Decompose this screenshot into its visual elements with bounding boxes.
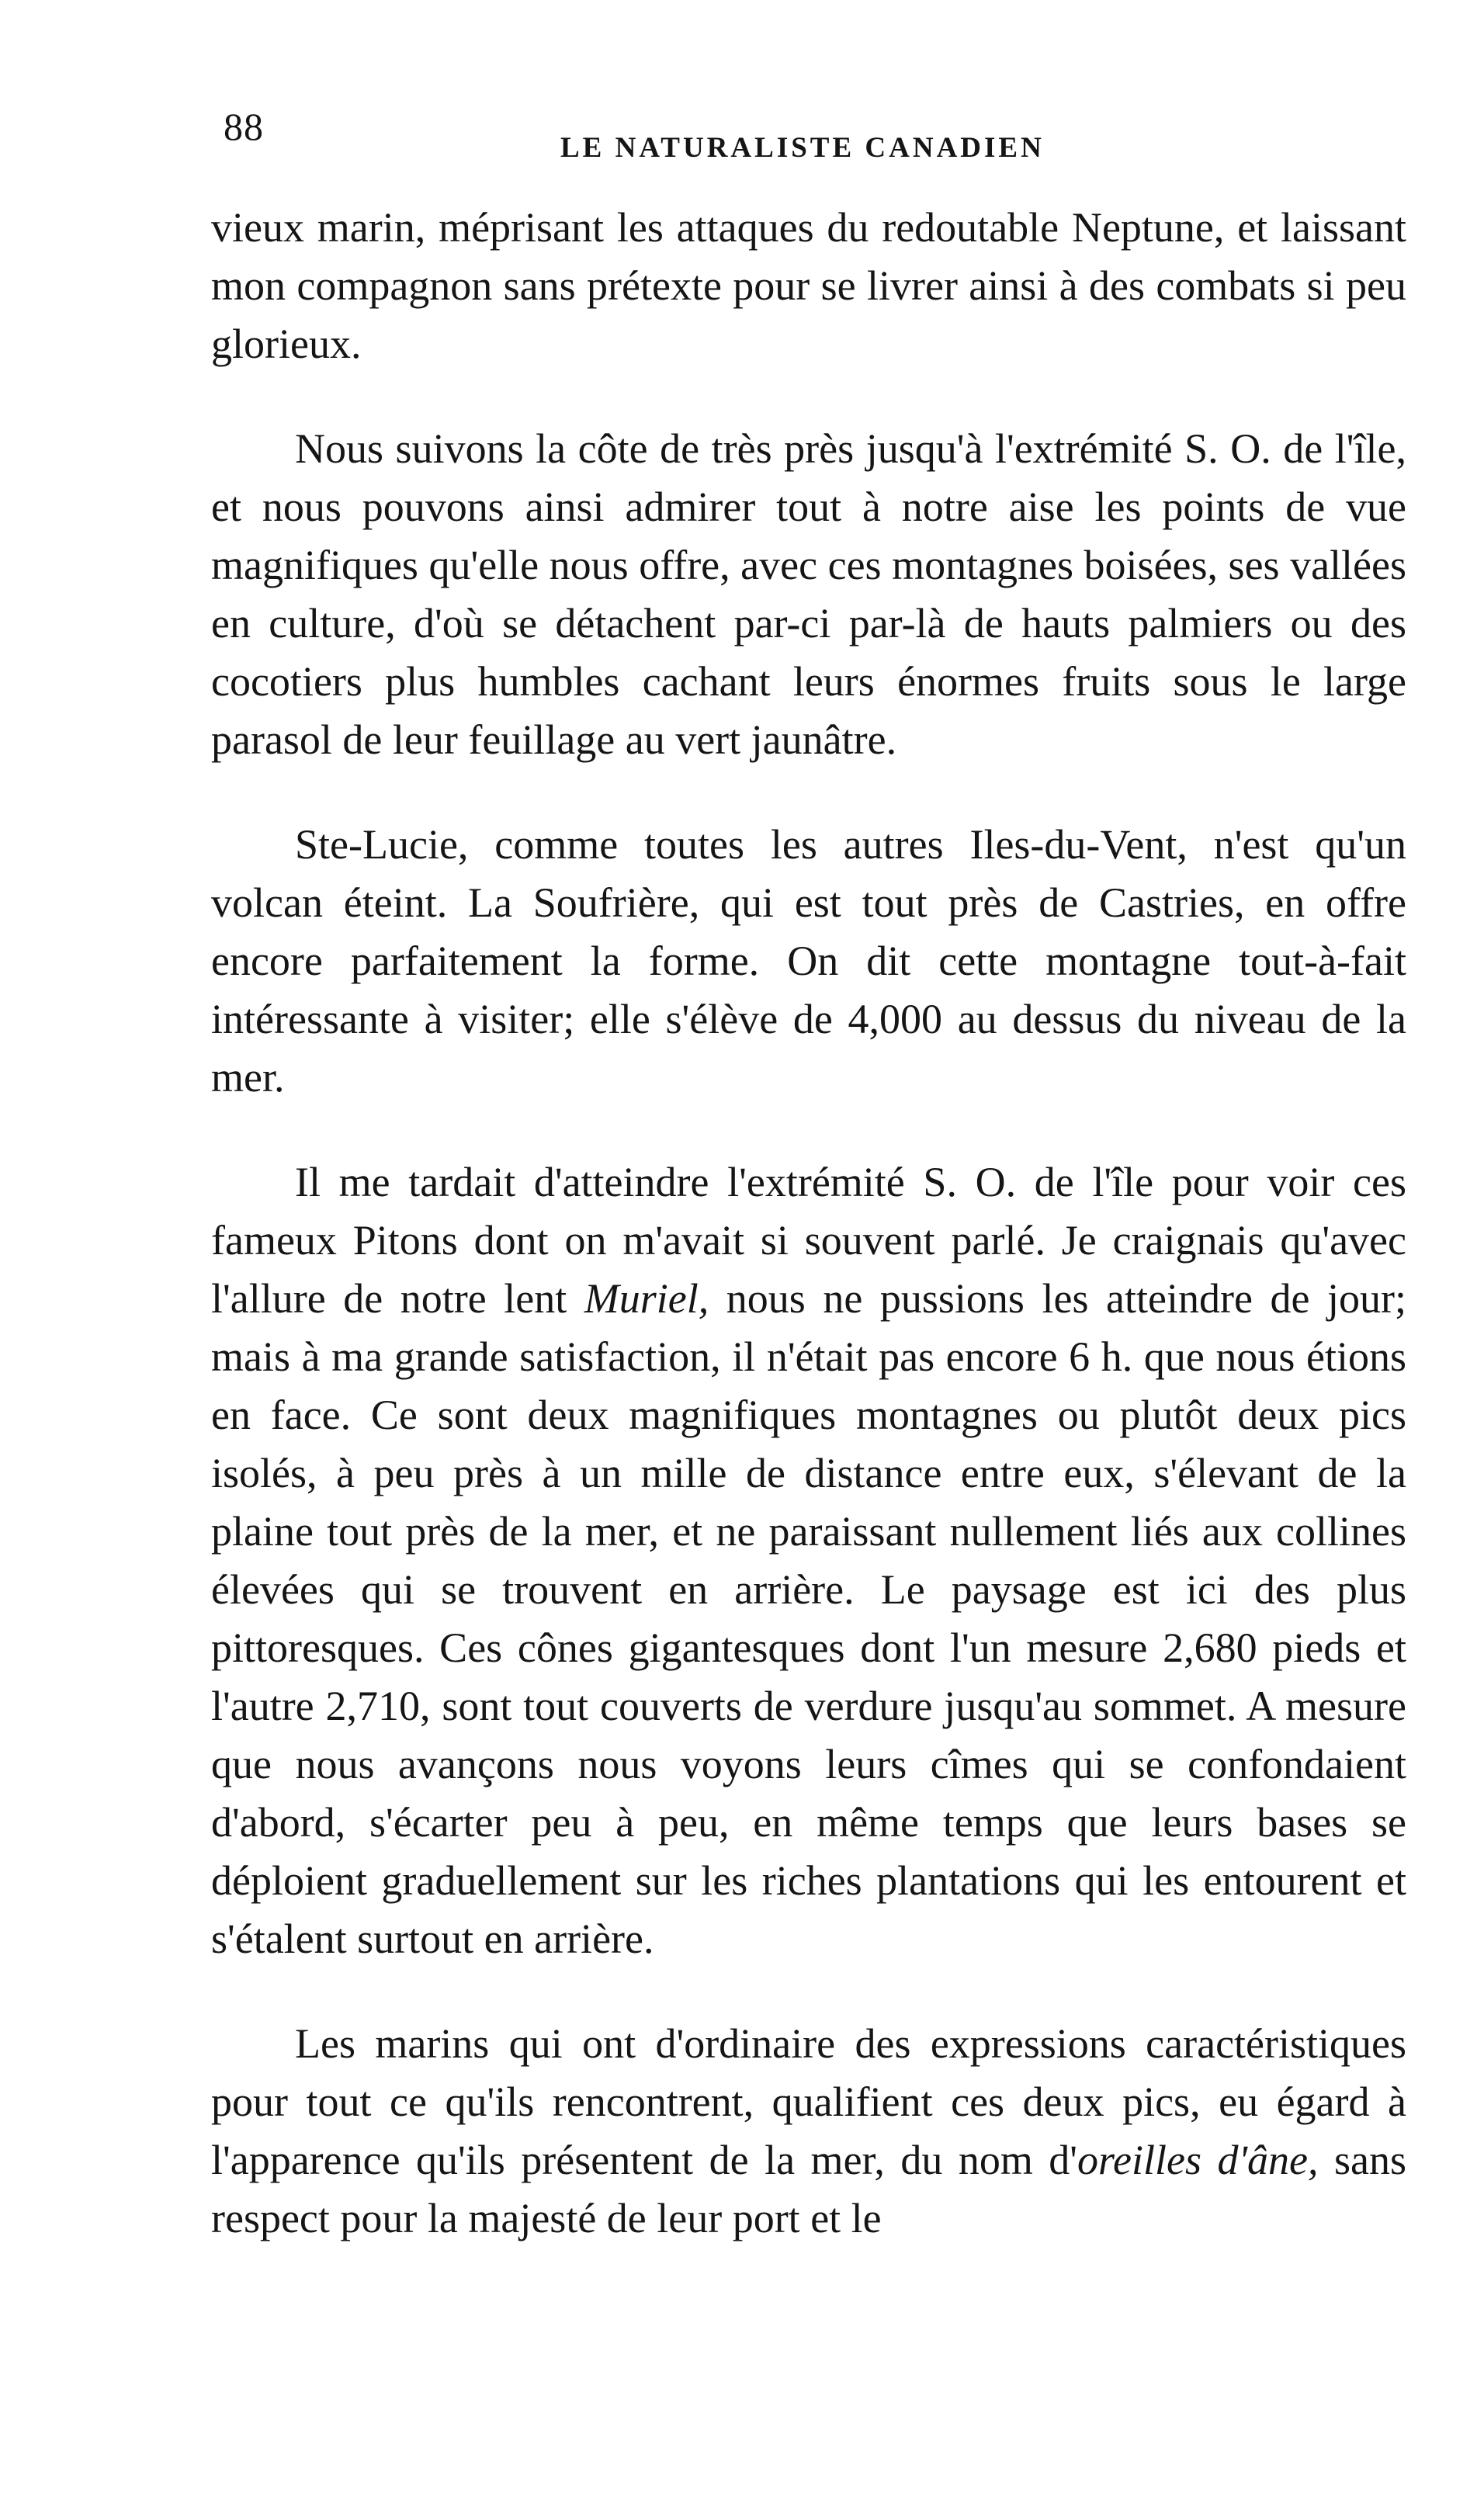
paragraph-4 — [211, 1153, 1406, 1968]
page-number: 88 — [224, 105, 264, 148]
paragraph-5-text-after: sans respect pour la majesté de leur port et le — [211, 2137, 1407, 2241]
paragraph-5 — [211, 2015, 1406, 2248]
body-text — [211, 199, 1406, 2248]
running-head: LE NATURALISTE CANADIEN — [560, 132, 1045, 164]
paragraph-4-text-after: nous ne pussions les atteindre de jour; mais à ma grande satisfaction, il n'était pas encore 6 h. que nous étions en face. Ce sont deux magnifiques montagnes ou plutôt deux pics isolés, à peu près à un mille de distance entre eux, s'élevant de la plaine tout près de la mer, et ne paraissant nullement liés aux collines élevées qui se trouvent en arrière. Le paysage est ici des plus pittoresques. Ces cônes gigantesques dont l'un mesure 2,680 pieds et l'autre 2,710, sont tout couverts de verdure jusqu'au sommet. A mesure que nous avançons nous voyons leurs cîmes qui se confondaient d'abord, s'écarter peu à peu, en même temps que leurs bases se déploient graduellement sur les riches plantations qui les entourent et s'étalent surtout en arrière. — [211, 1275, 1406, 1962]
oreilles-dane-phrase: oreilles d'âne, — [1077, 2137, 1319, 2183]
paragraph-5-text-before: Les marins qui ont d'ordinaire des expressions caractéristiques pour tout ce qu'ils rencontrent, qualifient ces deux pics, eu égard à l'apparence qu'ils présentent de la mer, du nom d' — [211, 2020, 1406, 2183]
paragraph-2: Nous suivons la côte de très près jusqu'à l'extrémité S. O. de l'île, et nous pouvons ainsi admirer tout à notre aise les points de vue magnifiques qu'elle nous offre, avec ces montagnes boisées, ses vallées en culture, d'où se détachent par-ci par-là de hauts palmiers ou des cocotiers plus humbles cachant leurs énormes fruits sous le large parasol de leur feuillage au vert jaunâtre. — [211, 425, 1406, 763]
paragraph-4-text-before: Il me tardait d'atteindre l'extrémité S. O. de l'île pour voir ces fameux Pitons dont on m'avait si souvent parlé. Je craignais qu'avec l'allure de notre lent — [211, 1159, 1406, 1322]
paragraph-3: Ste-Lucie, comme toutes les autres Iles-du-Vent, n'est qu'un volcan éteint. La Soufrière, qui est tout près de Castries, en offre encore parfaitement la forme. On dit cette montagne tout-à-fait intéressante à visiter; elle s'élève de 4,000 au dessus du niveau de la mer. — [211, 821, 1406, 1101]
ship-name-muriel: Muriel, — [584, 1275, 709, 1322]
paragraph-1: vieux marin, méprisant les attaques du redoutable Neptune, et laissant mon compagnon sans prétexte pour se livrer ainsi à des combats si peu glorieux. — [211, 204, 1406, 367]
